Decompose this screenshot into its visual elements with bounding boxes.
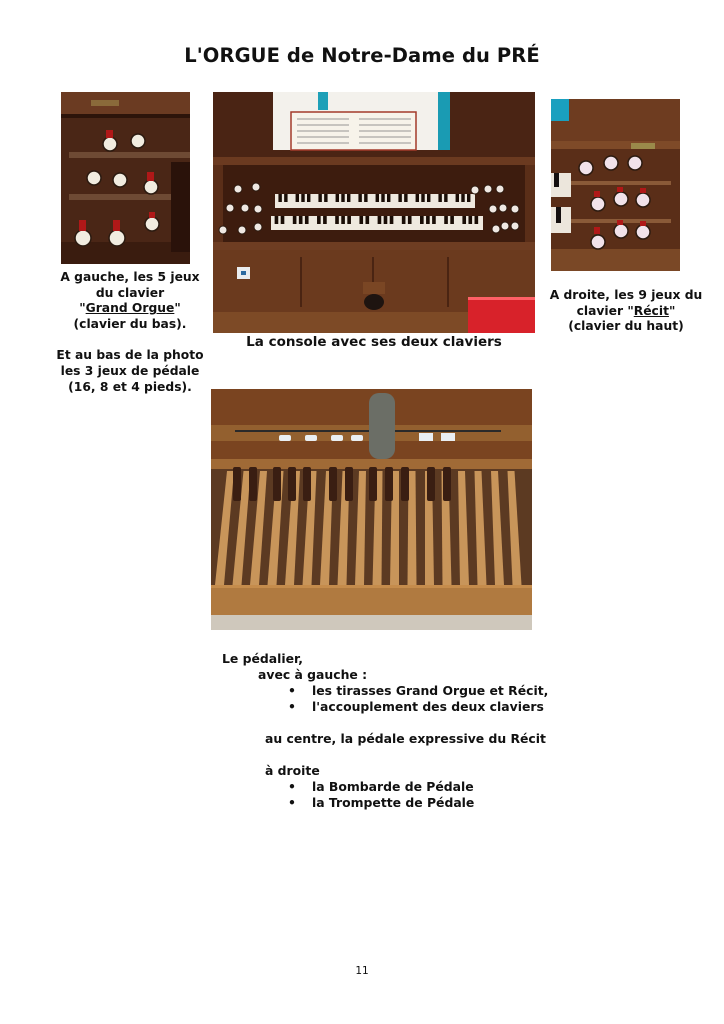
black-key	[398, 194, 401, 202]
pedal-sharp	[345, 467, 353, 501]
pedalboard-image	[211, 389, 532, 630]
pedal-sharp	[273, 467, 281, 501]
black-key	[461, 194, 464, 202]
list-item: • les tirasses Grand Orgue et Récit,	[222, 683, 582, 699]
page-number: 11	[355, 965, 369, 977]
black-key	[402, 216, 406, 224]
black-key	[278, 194, 281, 202]
black-key	[475, 216, 479, 224]
caption-line: A gauche, les 5 jeux	[60, 270, 200, 284]
black-key	[296, 194, 299, 202]
caption-line: (clavier du haut)	[568, 319, 684, 334]
photo-grand-orgue-stops	[61, 92, 190, 264]
caption-line: du clavier	[95, 285, 165, 300]
pedal-sharp	[329, 467, 337, 501]
caption-recit	[536, 288, 716, 335]
right-heading: à droite	[265, 763, 320, 778]
left-heading: avec à gauche :	[258, 667, 368, 682]
pedal-sharp	[249, 467, 257, 501]
black-key	[426, 216, 430, 224]
photo-recit-stops	[551, 99, 680, 271]
black-key	[358, 194, 361, 202]
black-key	[359, 216, 363, 224]
list-item: • la Trompette de Pédale	[222, 795, 582, 811]
black-key	[281, 216, 285, 224]
black-key	[462, 216, 466, 224]
console-image	[213, 92, 535, 333]
black-key	[390, 216, 394, 224]
pedal-sharp	[369, 467, 377, 501]
black-key	[284, 194, 287, 202]
list-item: • l'accouplement des deux claviers	[222, 699, 582, 715]
page-title: L'ORGUE de Notre-Dame du PRÉ	[184, 44, 540, 67]
center-text: au centre, la pédale expressive du Récit	[265, 731, 546, 746]
black-key	[421, 194, 424, 202]
black-key	[365, 216, 369, 224]
pedal-sharp	[401, 467, 409, 501]
black-key	[305, 216, 309, 224]
caption-grand-orgue	[42, 270, 218, 395]
caption-line: les 3 jeux de pédale	[60, 363, 200, 378]
black-key	[384, 216, 388, 224]
black-key	[318, 194, 321, 202]
list-item: • la Bombarde de Pédale	[222, 779, 582, 795]
black-key	[301, 194, 304, 202]
caption-line	[536, 304, 716, 320]
caption-text: clavier "	[576, 303, 634, 318]
photo-console	[213, 92, 535, 333]
black-key	[444, 216, 448, 224]
black-key	[438, 194, 441, 202]
grand-orgue-stops-image	[61, 92, 190, 264]
black-key	[317, 216, 321, 224]
black-key	[347, 194, 350, 202]
black-key	[456, 194, 459, 202]
black-key	[381, 194, 384, 202]
black-key	[444, 194, 447, 202]
black-key	[387, 194, 390, 202]
black-key	[468, 216, 472, 224]
black-key	[408, 216, 412, 224]
quote: "	[174, 301, 181, 316]
keyword-grand-orgue: Grand Orgue	[85, 301, 175, 316]
quote: "	[79, 301, 86, 316]
left-list	[222, 683, 582, 715]
black-key	[450, 216, 454, 224]
caption-line: Et au bas de la photo	[56, 348, 204, 363]
black-key	[324, 194, 327, 202]
quote: "	[668, 303, 676, 318]
black-key	[432, 216, 436, 224]
pedal-description	[222, 651, 582, 811]
pedal-sharp	[427, 467, 435, 501]
photo-pedalboard	[211, 389, 532, 630]
black-key	[404, 194, 407, 202]
pedal-intro: Le pédalier,	[222, 651, 304, 666]
pedal-sharp	[288, 467, 296, 501]
black-key	[378, 216, 382, 224]
black-key	[427, 194, 430, 202]
black-key	[341, 194, 344, 202]
caption-console: La console avec ses deux claviers	[246, 334, 502, 350]
black-key	[275, 216, 279, 224]
caption-line	[42, 301, 218, 317]
black-key	[467, 194, 470, 202]
black-key	[293, 216, 297, 224]
pedal-sharp	[233, 467, 241, 501]
black-key	[341, 216, 345, 224]
black-key	[420, 216, 424, 224]
black-key	[335, 216, 339, 224]
black-key	[323, 216, 327, 224]
pedal-sharp	[385, 467, 393, 501]
black-key	[364, 194, 367, 202]
black-key	[299, 216, 303, 224]
black-key	[416, 194, 419, 202]
caption-line: (16, 8 et 4 pieds).	[68, 379, 192, 394]
black-key	[376, 194, 379, 202]
pedal-sharp	[443, 467, 451, 501]
pedal-sharp	[303, 467, 311, 501]
black-key	[336, 194, 339, 202]
keyword-recit: Récit	[633, 303, 669, 318]
caption-line: A droite, les 9 jeux du	[549, 288, 703, 302]
caption-line: (clavier du bas).	[73, 316, 187, 331]
recit-stops-image	[551, 99, 680, 271]
black-key	[347, 216, 351, 224]
right-list	[222, 779, 582, 811]
black-key	[307, 194, 310, 202]
